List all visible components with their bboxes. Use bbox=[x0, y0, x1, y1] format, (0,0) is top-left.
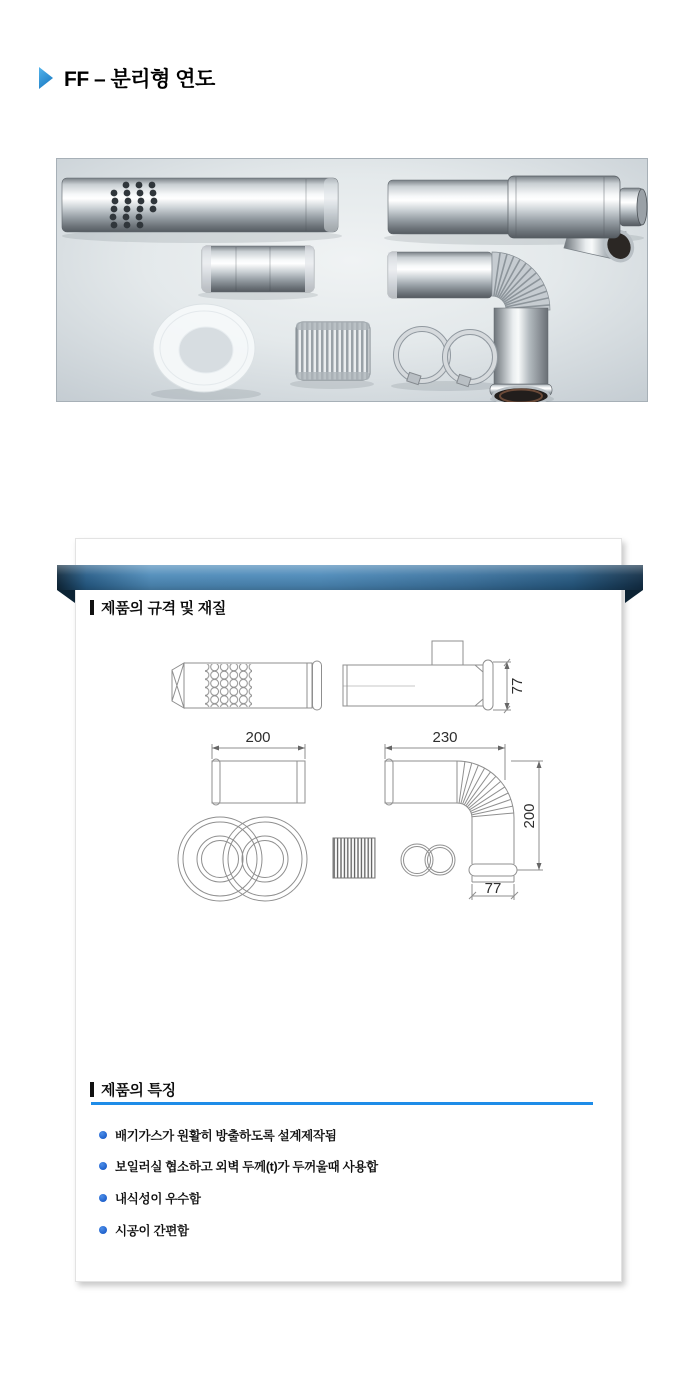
drawing-elbow bbox=[385, 729, 517, 882]
features-section-title: 제품의 특징 bbox=[101, 1082, 176, 1099]
photo-corrugated-connector bbox=[296, 322, 370, 380]
drawing-main-pipe bbox=[343, 641, 493, 710]
ribbon-fold-right bbox=[625, 590, 643, 603]
features-underline bbox=[91, 1102, 593, 1105]
drawing-short-pipe bbox=[212, 729, 305, 805]
feature-text: 보일러실 협소하고 외벽 두께(t)가 두꺼울때 사용합 bbox=[115, 1160, 378, 1174]
bullet-dot-icon bbox=[99, 1131, 107, 1139]
features-section-header bbox=[90, 1079, 176, 1100]
dim-label-77-bottom: 77 bbox=[484, 880, 502, 897]
feature-item bbox=[99, 1157, 378, 1175]
technical-drawing bbox=[85, 630, 625, 922]
drawing-corrugated-connector bbox=[333, 838, 375, 878]
spec-section-title: 제품의 규격 및 재질 bbox=[101, 600, 227, 617]
feature-text: 내식성이 우수함 bbox=[115, 1192, 201, 1206]
product-photo-svg bbox=[56, 158, 648, 402]
photo-short-pipe bbox=[202, 246, 314, 292]
page-title-row bbox=[39, 63, 215, 93]
technical-drawing-svg bbox=[85, 630, 625, 922]
product-photo bbox=[56, 158, 648, 402]
section-bar bbox=[90, 1082, 94, 1097]
ribbon-fold-left bbox=[57, 590, 75, 603]
feature-item bbox=[99, 1221, 189, 1239]
blue-triangle-icon bbox=[39, 67, 53, 89]
drawing-gasket-rings bbox=[178, 817, 307, 901]
bullet-dot-icon bbox=[99, 1162, 107, 1170]
dim-label-230: 230 bbox=[432, 729, 458, 746]
feature-item bbox=[99, 1189, 201, 1207]
photo-white-gasket-ring bbox=[153, 304, 255, 392]
feature-item bbox=[99, 1126, 336, 1144]
dim-elbow-outlet-77 bbox=[469, 880, 518, 900]
section-bar bbox=[90, 600, 94, 615]
bullet-dot-icon bbox=[99, 1226, 107, 1234]
drawing-clamps bbox=[401, 844, 455, 876]
ribbon-banner bbox=[57, 565, 643, 590]
dim-label-200-vertical: 200 bbox=[521, 803, 538, 829]
bullet-dot-icon bbox=[99, 1194, 107, 1202]
feature-text: 시공이 간편함 bbox=[115, 1224, 189, 1238]
dim-main-outlet-77 bbox=[493, 659, 526, 713]
dim-label-77-top: 77 bbox=[509, 677, 526, 695]
feature-text: 배기가스가 원활히 방출하도록 설계제작됨 bbox=[115, 1129, 337, 1143]
drawing-perforated-pipe bbox=[172, 661, 322, 710]
page-title: FF – 분리형 연도 bbox=[64, 68, 215, 91]
spec-section-header bbox=[90, 597, 226, 618]
dim-label-200-pipe: 200 bbox=[245, 729, 271, 746]
photo-long-perforated-pipe bbox=[62, 178, 338, 232]
dim-elbow-200-vertical bbox=[511, 761, 543, 870]
